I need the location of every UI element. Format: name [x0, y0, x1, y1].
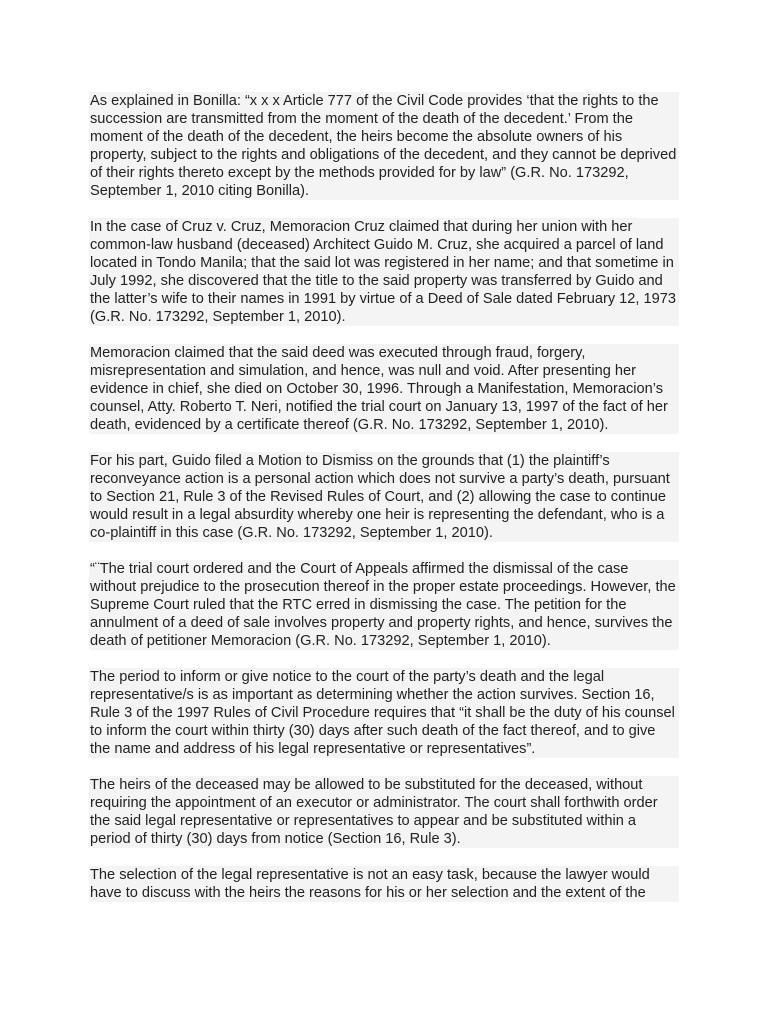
- paragraph-legal-representative: The selection of the legal representative is not an easy task, because the lawyer would have to discuss with the heirs the reasons for his or her selection and the extent of the: [89, 866, 679, 902]
- document-body: [89, 92, 679, 902]
- paragraph-motion-to-dismiss: For his part, Guido filed a Motion to Dismiss on the grounds that (1) the plaintiff’s reconveyance action is a personal action which does not survive a party’s death, pursuant to Section 21, Rule 3 of the Revised Rules of Court, and (2) allowing the case to continue would result in a legal absurdity whereby one heir is representing the defendant, who is a co-plaintiff in this case (G.R. No. 173292, September 1, 2010).: [89, 452, 679, 542]
- paragraph-cruz-case: In the case of Cruz v. Cruz, Memoracion Cruz claimed that during her union with her common-law husband (deceased) Architect Guido M. Cruz, she acquired a parcel of land located in Tondo Manila; that the said lot was registered in her name; and that sometime in July 1992, she discovered that the title to the said property was transferred by Guido and the latter’s wife to their names in 1991 by virtue of a Deed of Sale dated February 12, 1973 (G.R. No. 173292, September 1, 2010).: [89, 218, 679, 326]
- paragraph-bonilla: As explained in Bonilla: “x x x Article 777 of the Civil Code provides ‘that the rights to the succession are transmitted from the moment of the death of the decedent.’ From the moment of the death of the decedent, the heirs become the absolute owners of his property, subject to the rights and obligations of the decedent, and they cannot be deprived of their rights thereto except by the methods provided for by law” (G.R. No. 173292, September 1, 2010 citing Bonilla).: [89, 92, 679, 200]
- paragraph-memoracion-claim: Memoracion claimed that the said deed was executed through fraud, forgery, misrepresentation and simulation, and hence, was null and void. After presenting her evidence in chief, she died on October 30, 1996. Through a Manifestation, Memoracion’s counsel, Atty. Roberto T. Neri, notified the trial court on January 13, 1997 of the fact of her death, evidenced by a certificate thereof (G.R. No. 173292, September 1, 2010).: [89, 344, 679, 434]
- paragraph-heirs-substitution: The heirs of the deceased may be allowed to be substituted for the deceased, without requiring the appointment of an executor or administrator. The court shall forthwith order the said legal representative or representatives to appear and be substituted within a period of thirty (30) days from notice (Section 16, Rule 3).: [89, 776, 679, 848]
- paragraph-supreme-court-ruling: “¨The trial court ordered and the Court of Appeals affirmed the dismissal of the case without prejudice to the prosecution thereof in the proper estate proceedings. However, the Supreme Court ruled that the RTC erred in dismissing the case. The petition for the annulment of a deed of sale involves property and property rights, and hence, survives the death of petitioner Memoracion (G.R. No. 173292, September 1, 2010).: [89, 560, 679, 650]
- paragraph-notice-period: The period to inform or give notice to the court of the party’s death and the legal representative/s is as important as determining whether the action survives. Section 16, Rule 3 of the 1997 Rules of Civil Procedure requires that “it shall be the duty of his counsel to inform the court within thirty (30) days after such death of the fact thereof, and to give the name and address of his legal representative or representatives”.: [89, 668, 679, 758]
